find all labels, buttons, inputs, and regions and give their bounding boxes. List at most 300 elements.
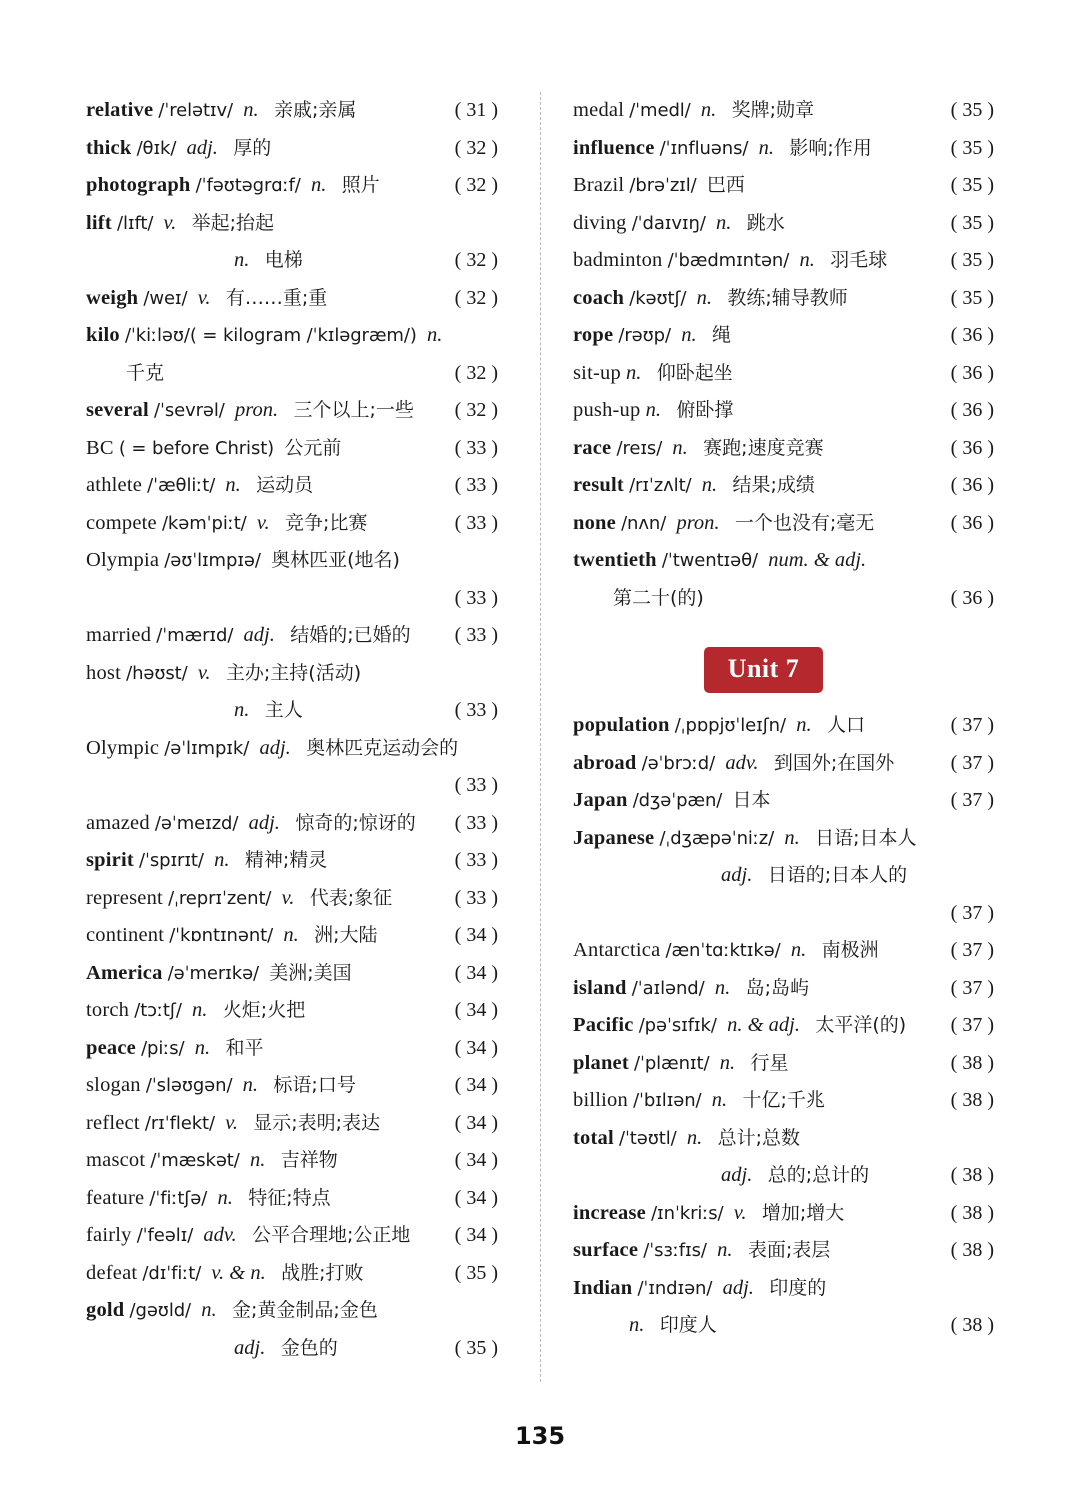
entry-phonetic: /ˈmæskət/ (150, 1150, 240, 1171)
entry-body (86, 1217, 436, 1255)
entry-part-of-speech: n. (242, 1074, 259, 1096)
entry-page-ref: ( 34 ) (454, 1224, 498, 1246)
entry-phonetic: /ˈfiːtʃə/ (149, 1187, 208, 1209)
entry-translation: 主办;主持(活动) (225, 661, 362, 684)
entry-body (86, 355, 436, 393)
entry-body (86, 542, 436, 580)
entry-word: influence (573, 136, 655, 159)
entry-phonetic: /kəʊtʃ/ (629, 287, 687, 309)
entry-page-ref: ( 32 ) (454, 361, 498, 384)
entry-word: BC (86, 436, 114, 459)
glossary-entry (86, 805, 498, 843)
entry-translation: 电梯 (264, 249, 303, 271)
entry-body (86, 1142, 436, 1180)
entry-part-of-speech: n. (681, 324, 697, 346)
entry-translation: 竞争;比赛 (284, 511, 368, 534)
glossary-entry (86, 617, 498, 655)
entry-body (86, 917, 436, 955)
glossary-entry (573, 392, 994, 430)
entry-phonetic: /həʊst/ (126, 662, 188, 684)
entry-body (86, 1330, 436, 1368)
entry-phonetic: /ˌdʒæpəˈniːz/ (659, 827, 775, 849)
entry-word: surface (573, 1239, 639, 1261)
entry-page-ref: ( 38 ) (950, 1201, 994, 1224)
glossary-entry (86, 317, 498, 355)
glossary-entry (86, 92, 498, 130)
entry-phonetic: /əˈbrɔːd/ (641, 752, 716, 774)
entry-page-ref: ( 37 ) (950, 976, 994, 999)
entry-body (573, 1082, 932, 1120)
entry-word: weigh (86, 286, 139, 309)
entry-translation: 日语的;日本人的 (767, 864, 908, 886)
entry-translation: 特征;特点 (248, 1186, 331, 1209)
entry-part-of-speech: n. (201, 1299, 217, 1321)
entry-translation: 印度人 (659, 1314, 717, 1336)
entry-part-of-speech: pron. (235, 399, 279, 421)
glossary-entry (573, 707, 994, 745)
entry-part-of-speech: n. (758, 136, 774, 159)
entry-word: island (573, 976, 627, 999)
entry-part-of-speech: adj. (234, 1336, 266, 1359)
entry-translation: 一个也没有;毫无 (734, 511, 875, 534)
glossary-entry (86, 1030, 498, 1068)
glossary-entry (573, 205, 994, 243)
spacer (573, 617, 994, 633)
entry-word: feature (86, 1186, 145, 1209)
entry-page-ref: ( 34 ) (454, 1149, 498, 1171)
entry-part-of-speech: n. (672, 436, 688, 459)
entry-part-of-speech: adj. (248, 811, 280, 834)
entry-part-of-speech: n. (217, 1186, 233, 1209)
glossary-entry (573, 1157, 994, 1195)
entry-translation: 标语;口号 (273, 1074, 356, 1096)
glossary-entry (573, 1307, 994, 1345)
entry-page-ref: ( 38 ) (950, 1051, 994, 1074)
glossary-entry (573, 857, 994, 895)
entry-translation: 奥林匹亚(地名) (271, 549, 400, 571)
entry-page-ref: ( 35 ) (950, 174, 994, 196)
entry-phonetic: /ˌreprɪˈzent/ (168, 887, 272, 909)
entry-word: none (573, 511, 616, 534)
entry-word: Pacific (573, 1014, 634, 1036)
entry-word: result (573, 474, 624, 496)
entry-body (86, 92, 436, 130)
entry-page-ref: ( 38 ) (950, 1314, 994, 1336)
entry-translation: 结婚的;已婚的 (290, 624, 411, 646)
entry-part-of-speech: n. (799, 249, 815, 271)
entry-translation: 赛跑;速度竞赛 (703, 436, 824, 459)
entry-body (573, 1120, 932, 1158)
entry-word: total (573, 1126, 614, 1149)
entry-page-ref: ( 36 ) (950, 361, 994, 384)
entry-phonetic: /weɪ/ (143, 287, 188, 309)
column-divider (540, 92, 541, 1382)
entry-translation: 千克 (126, 361, 165, 384)
entry-word: continent (86, 924, 165, 946)
entry-phonetic: /ˈmærɪd/ (156, 625, 234, 646)
entry-body (573, 707, 932, 745)
entry-body (86, 1030, 436, 1068)
entry-phonetic: /ˈdaɪvɪŋ/ (631, 212, 706, 234)
entry-phonetic: /ˈkɒntɪnənt/ (169, 925, 274, 946)
entry-part-of-speech: n. (234, 699, 250, 721)
entry-page-ref: ( 33 ) (454, 624, 498, 646)
entry-body (573, 1157, 932, 1195)
entry-part-of-speech: v. (281, 886, 295, 909)
entry-translation: 奖牌;勋章 (731, 99, 815, 121)
glossary-entry (86, 242, 498, 280)
entry-body (86, 467, 436, 505)
entry-translation: 战胜;打败 (281, 1261, 364, 1284)
entry-part-of-speech: adv. (725, 751, 759, 774)
entry-body (86, 1067, 436, 1105)
entry-body (86, 430, 436, 468)
glossary-entry (86, 842, 498, 880)
entry-page-ref: ( 33 ) (454, 436, 498, 459)
glossary-entry (86, 542, 498, 580)
entry-phonetic: /əʊˈlɪmpɪə/ (164, 550, 261, 571)
entry-translation: 奥林匹克运动会的 (306, 736, 459, 759)
entry-word: host (86, 661, 121, 684)
entry-part-of-speech: v. (225, 1111, 238, 1134)
glossary-entry (573, 1232, 994, 1270)
entry-phonetic: /ˈæθliːt/ (147, 475, 216, 496)
glossary-entry (573, 280, 994, 318)
entry-part-of-speech: adj. (259, 736, 291, 759)
entry-translation: 羽毛球 (830, 249, 888, 271)
glossary-entry (573, 1270, 994, 1308)
unit-badge: Unit 7 (704, 647, 824, 693)
entry-body (573, 932, 932, 970)
entry-word: slogan (86, 1074, 141, 1096)
entry-body (86, 317, 458, 355)
entry-part-of-speech: n. (645, 399, 661, 421)
glossary-entry (86, 992, 498, 1030)
entry-phonetic: /ˈfəʊtəgrɑːf/ (195, 175, 301, 196)
entry-part-of-speech: n. (796, 714, 812, 736)
entry-part-of-speech: adj. (722, 1276, 754, 1299)
entry-part-of-speech: adv. (203, 1224, 237, 1246)
entry-translation: 公平合理地;公正地 (252, 1224, 411, 1246)
entry-word: Olympic (86, 736, 160, 759)
entry-word: compete (86, 511, 157, 534)
entry-phonetic: /ˈsləʊgən/ (145, 1075, 233, 1096)
glossary-entry (573, 317, 994, 355)
entry-translation: 岛;岛屿 (745, 976, 809, 999)
entry-translation: 吉祥物 (280, 1149, 338, 1171)
entry-part-of-speech: n. (700, 99, 717, 121)
entry-word: thick (86, 136, 132, 159)
entry-body (573, 580, 932, 618)
entry-word: photograph (86, 174, 191, 196)
entry-translation: 十亿;千兆 (742, 1089, 825, 1111)
entry-word: push-up (573, 399, 641, 421)
glossary-entry (86, 167, 498, 205)
glossary-entry (86, 580, 498, 618)
glossary-entry (86, 730, 498, 768)
glossary-entry (86, 280, 498, 318)
entry-phonetic: ( = before Christ) (118, 437, 275, 459)
entry-part-of-speech: v. (733, 1201, 747, 1224)
entry-translation: 厚的 (233, 136, 272, 159)
entry-word: mascot (86, 1149, 146, 1171)
entry-page-ref: ( 33 ) (454, 774, 498, 796)
entry-word: Olympia (86, 549, 160, 571)
glossary-entry (573, 1045, 994, 1083)
entry-translation: 仰卧起坐 (656, 361, 733, 384)
entry-body (86, 130, 436, 168)
entry-phonetic: /ˈplænɪt/ (634, 1052, 710, 1074)
entry-body (573, 130, 932, 168)
entry-phonetic: /dʒəˈpæn/ (632, 790, 723, 811)
entry-page-ref: ( 32 ) (454, 286, 498, 309)
entry-phonetic: /rəʊp/ (618, 325, 671, 346)
entry-translation: 主人 (264, 699, 303, 721)
entry-word: race (573, 436, 612, 459)
entry-word: athlete (86, 474, 143, 496)
entry-part-of-speech: n. (194, 1036, 211, 1059)
entry-page-ref: ( 36 ) (950, 474, 994, 496)
entry-word: gold (86, 1299, 125, 1321)
entry-page-ref: ( 33 ) (454, 849, 498, 871)
unit-heading (573, 633, 994, 707)
entry-word: torch (86, 999, 130, 1021)
glossary-entry (86, 1255, 498, 1293)
glossary-entry (573, 355, 994, 393)
glossary-entry (573, 970, 994, 1008)
glossary-entry (573, 1007, 994, 1045)
entry-page-ref: ( 34 ) (454, 1036, 498, 1059)
glossary-entry (86, 655, 498, 693)
entry-word: Antarctica (573, 939, 661, 961)
entry-body (573, 1007, 932, 1045)
entry-phonetic: /dɪˈfiːt/ (142, 1262, 202, 1284)
entry-phonetic: /kəmˈpiːt/ (161, 512, 247, 534)
entry-part-of-speech: n. (243, 99, 259, 121)
entry-page-ref: ( 34 ) (454, 1111, 498, 1134)
entry-word: peace (86, 1036, 136, 1059)
entry-part-of-speech: num. & adj. (768, 549, 867, 571)
entry-page-ref: ( 38 ) (950, 1089, 994, 1111)
entry-translation: 结果;成绩 (732, 474, 815, 496)
entry-part-of-speech: v. & n. (211, 1261, 266, 1284)
entry-part-of-speech: adj. (721, 1164, 753, 1186)
entry-word: abroad (573, 751, 637, 774)
entry-page-ref: ( 36 ) (950, 511, 994, 534)
entry-part-of-speech: n. (225, 474, 241, 496)
entry-body (573, 242, 932, 280)
entry-translation: 巴西 (706, 174, 745, 196)
entry-translation: 到国外;在国外 (773, 751, 895, 774)
glossary-entry (86, 130, 498, 168)
entry-page-ref: ( 35 ) (950, 249, 994, 271)
entry-phonetic: /piːs/ (141, 1037, 185, 1059)
entry-body (86, 730, 458, 768)
entry-phonetic: /əˈmeɪzd/ (154, 812, 239, 834)
glossary-entry (573, 820, 994, 858)
entry-word: spirit (86, 849, 134, 871)
entry-body (573, 280, 932, 318)
entry-phonetic: /θɪk/ (136, 137, 177, 159)
entry-phonetic: /ˈbɪlɪən/ (633, 1090, 702, 1111)
glossary-entry (86, 692, 498, 730)
entry-page-ref: ( 32 ) (454, 249, 498, 271)
glossary-entry (86, 767, 498, 805)
entry-word: reflect (86, 1111, 140, 1134)
entry-word: represent (86, 886, 163, 909)
entry-phonetic: /ˈɪnfluəns/ (659, 137, 749, 159)
entry-phonetic: /ɪnˈkriːs/ (651, 1202, 724, 1224)
entry-page-ref: ( 33 ) (454, 699, 498, 721)
glossary-entry (573, 932, 994, 970)
entry-translation: 美洲;美国 (269, 961, 352, 984)
glossary-entry (573, 895, 994, 933)
entry-phonetic: /reɪs/ (616, 437, 663, 459)
entry-part-of-speech: adj. (721, 864, 753, 886)
glossary-entry (573, 167, 994, 205)
entry-word: fairly (86, 1224, 132, 1246)
entry-part-of-speech: n. (701, 474, 718, 496)
entry-body (86, 167, 436, 205)
entry-body (573, 1270, 932, 1308)
entry-translation: 火炬;火把 (222, 999, 306, 1021)
entry-phonetic: /ˈaɪlənd/ (631, 977, 705, 999)
entry-page-ref: ( 34 ) (454, 999, 498, 1021)
entry-part-of-speech: v. (256, 511, 270, 534)
entry-word: coach (573, 286, 625, 309)
entry-page-ref: ( 36 ) (950, 436, 994, 459)
entry-page-ref: ( 38 ) (950, 1239, 994, 1261)
two-column-layout (86, 92, 994, 1382)
right-column (565, 92, 994, 1382)
entry-body (86, 1292, 436, 1330)
page-number: 135 (514, 1422, 566, 1450)
entry-part-of-speech: n. (629, 1314, 645, 1336)
entry-phonetic: /ˌpɒpjʊˈleɪʃn/ (674, 715, 786, 736)
entry-translation: 金;黄金制品;金色 (232, 1299, 378, 1321)
glossary-entry (86, 955, 498, 993)
entry-page-ref: ( 35 ) (454, 1261, 498, 1284)
entry-part-of-speech: n. (626, 361, 642, 384)
entry-page-ref: ( 37 ) (950, 751, 994, 774)
entry-phonetic: /nʌn/ (621, 512, 667, 534)
entry-body (86, 655, 436, 693)
entry-body (573, 857, 932, 895)
entry-page-ref: ( 36 ) (950, 586, 994, 609)
entry-phonetic: /brəˈzɪl/ (629, 175, 697, 196)
entry-translation: 显示;表明;表达 (253, 1111, 381, 1134)
entry-phonetic: /ˈtəʊtl/ (618, 1127, 677, 1149)
entry-body (573, 355, 932, 393)
entry-body (86, 280, 436, 318)
entry-page-ref: ( 35 ) (950, 136, 994, 159)
entry-translation: 教练;辅导教师 (727, 286, 848, 309)
entry-word: married (86, 624, 152, 646)
entry-body (573, 782, 932, 820)
entry-word: amazed (86, 811, 150, 834)
entry-body (86, 842, 436, 880)
entry-word: planet (573, 1051, 629, 1074)
glossary-entry (86, 917, 498, 955)
glossary-entry (86, 355, 498, 393)
entry-body (86, 692, 436, 730)
entry-translation: 洲;大陆 (314, 924, 378, 946)
entry-translation: 总的;总计的 (767, 1164, 870, 1186)
entry-translation: 三个以上;一些 (293, 399, 414, 421)
entry-word: population (573, 714, 670, 736)
entry-translation: 印度的 (769, 1276, 827, 1299)
entry-phonetic: /ˈbædmɪntən/ (667, 250, 790, 271)
entry-body (573, 1232, 932, 1270)
entry-word: rope (573, 324, 614, 346)
entry-page-ref: ( 37 ) (950, 939, 994, 961)
entry-part-of-speech: n. (427, 324, 443, 346)
entry-body (86, 505, 436, 543)
entry-part-of-speech: n. (719, 1051, 736, 1074)
glossary-entry (573, 242, 994, 280)
entry-page-ref: ( 32 ) (454, 136, 498, 159)
entry-body (573, 392, 932, 430)
entry-page-ref: ( 33 ) (454, 811, 498, 834)
entry-translation: 第二十(的) (613, 586, 704, 609)
glossary-entry (86, 1180, 498, 1218)
entry-part-of-speech: n. (311, 174, 327, 196)
entry-body (86, 880, 436, 918)
entry-phonetic: /əˈlɪmpɪk/ (164, 737, 250, 759)
glossary-entry (86, 1217, 498, 1255)
entry-body (86, 242, 436, 280)
entry-body (86, 205, 436, 243)
entry-phonetic: /ˈmedl/ (629, 100, 691, 121)
entry-word: lift (86, 211, 112, 234)
entry-part-of-speech: n. (696, 286, 713, 309)
entry-body (573, 542, 932, 580)
entry-word: badminton (573, 249, 663, 271)
entry-phonetic: /pəˈsɪfɪk/ (638, 1015, 717, 1036)
entry-body (573, 1307, 932, 1345)
entry-translation: 运动员 (256, 474, 314, 496)
entry-word: billion (573, 1089, 628, 1111)
entry-body (573, 205, 932, 243)
entry-translation: 行星 (750, 1051, 789, 1074)
entry-part-of-speech: n. & adj. (727, 1014, 800, 1036)
glossary-entry (573, 1082, 994, 1120)
entry-part-of-speech: n. (790, 939, 807, 961)
glossary-entry (573, 467, 994, 505)
entry-part-of-speech: n. (784, 826, 800, 849)
entry-body (86, 805, 436, 843)
entry-page-ref: ( 37 ) (950, 789, 994, 811)
entry-phonetic: /gəʊld/ (129, 1300, 192, 1321)
entry-part-of-speech: n. (686, 1126, 703, 1149)
entry-part-of-speech: n. (714, 976, 731, 999)
entry-page-ref: ( 35 ) (454, 1336, 498, 1359)
entry-translation: 举起;抬起 (191, 211, 275, 234)
entry-word: sit-up (573, 361, 621, 384)
entry-translation: 日语;日本人 (815, 826, 917, 849)
entry-word: increase (573, 1201, 646, 1224)
entry-page-ref: ( 34 ) (454, 924, 498, 946)
entry-part-of-speech: n. (717, 1239, 733, 1261)
entry-translation: 日本 (732, 789, 771, 811)
entry-body (573, 317, 932, 355)
glossary-entry (86, 1067, 498, 1105)
entry-translation: 太平洋(的) (815, 1014, 907, 1036)
entry-page-ref: ( 35 ) (950, 211, 994, 234)
glossary-entry (573, 580, 994, 618)
entry-body (86, 1105, 436, 1143)
entry-page-ref: ( 37 ) (950, 901, 994, 924)
